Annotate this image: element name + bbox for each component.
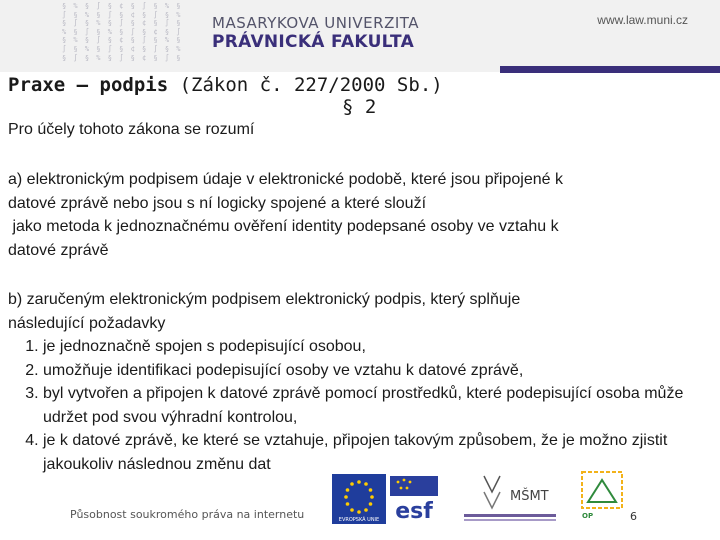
definition-b-line: b) zaručeným elektronickým podpisem elektronický podpis, který splňuje bbox=[8, 291, 521, 308]
site-url[interactable]: www.law.muni.cz bbox=[597, 13, 688, 27]
intro-text: Pro účely tohoto zákona se rozumí bbox=[8, 121, 255, 138]
accent-bar bbox=[500, 66, 720, 73]
requirement-item: 1. je jednoznačně spojen s podepisující osobou, bbox=[43, 335, 712, 359]
definition-a-line: jako metoda k jednoznačnému ověření identity podepsané osoby ve vztahu k bbox=[8, 218, 559, 235]
op-logo bbox=[576, 470, 638, 522]
requirement-item: 2. umožňuje identifikaci podepisující osoby ve vztahu k datové zprávě, bbox=[43, 359, 712, 383]
msmt-text: MŠMT bbox=[510, 489, 549, 504]
page-number: 6 bbox=[630, 510, 637, 522]
definition-a-line: a) elektronickým podpisem údaje v elektronické podobě, které jsou připojené k bbox=[8, 171, 563, 188]
footer-text: Působnost soukromého práva na internetu bbox=[70, 508, 305, 521]
op-text: OP bbox=[582, 512, 594, 520]
definition-a bbox=[8, 168, 712, 262]
requirement-item: 3. byl vytvořen a připojen k datové zprávě pomocí prostředků, které podepisující osoba může udržet pod svou výhradní kontrolou, bbox=[43, 382, 712, 429]
eu-caption: EVROPSKÁ UNIE bbox=[338, 517, 380, 523]
definition-b bbox=[8, 288, 712, 476]
paragraph-mark: § 2 bbox=[342, 96, 377, 118]
slide-title-main: Praxe – podpis bbox=[8, 74, 169, 96]
definition-b-line: následující požadavky bbox=[8, 314, 166, 332]
slide-title-law: (Zákon č. 227/2000 Sb.) bbox=[168, 74, 443, 96]
eu-flag-logo bbox=[332, 474, 386, 524]
requirement-item: 4. je k datové zprávě, ke které se vztahuje, připojen takovým způsobem, že je možno zjistit jakoukoliv následnou změnu dat bbox=[43, 429, 712, 476]
msmt-logo bbox=[462, 470, 558, 524]
esf-logo bbox=[388, 474, 440, 524]
header-pattern: § % § ∫ § ¢ § ∫ § % § ∫ § % § ∫ § ¢ § ∫ § % § ∫ § % § ∫ § ¢ § ∫ § % § ∫ § % § ∫ § ¢ § ∫ § % § ∫ § ¢ § ∫ § % § ∫ § % § ∫ § ¢ § ∫ § % § ∫ § % § ∫ § ¢ § ∫ § bbox=[62, 2, 183, 62]
faculty-name: PRÁVNICKÁ FAKULTA bbox=[212, 32, 415, 52]
header-band bbox=[0, 0, 720, 72]
requirements-list bbox=[8, 335, 712, 476]
esf-text: esf bbox=[395, 499, 433, 524]
slide-title bbox=[8, 74, 443, 96]
definition-a-line: datové zprávě nebo jsou s ní logicky spojené a které slouží bbox=[8, 194, 427, 212]
definition-a-line: datové zprávě bbox=[8, 241, 109, 259]
university-name: MASARYKOVA UNIVERZITA bbox=[212, 14, 420, 32]
